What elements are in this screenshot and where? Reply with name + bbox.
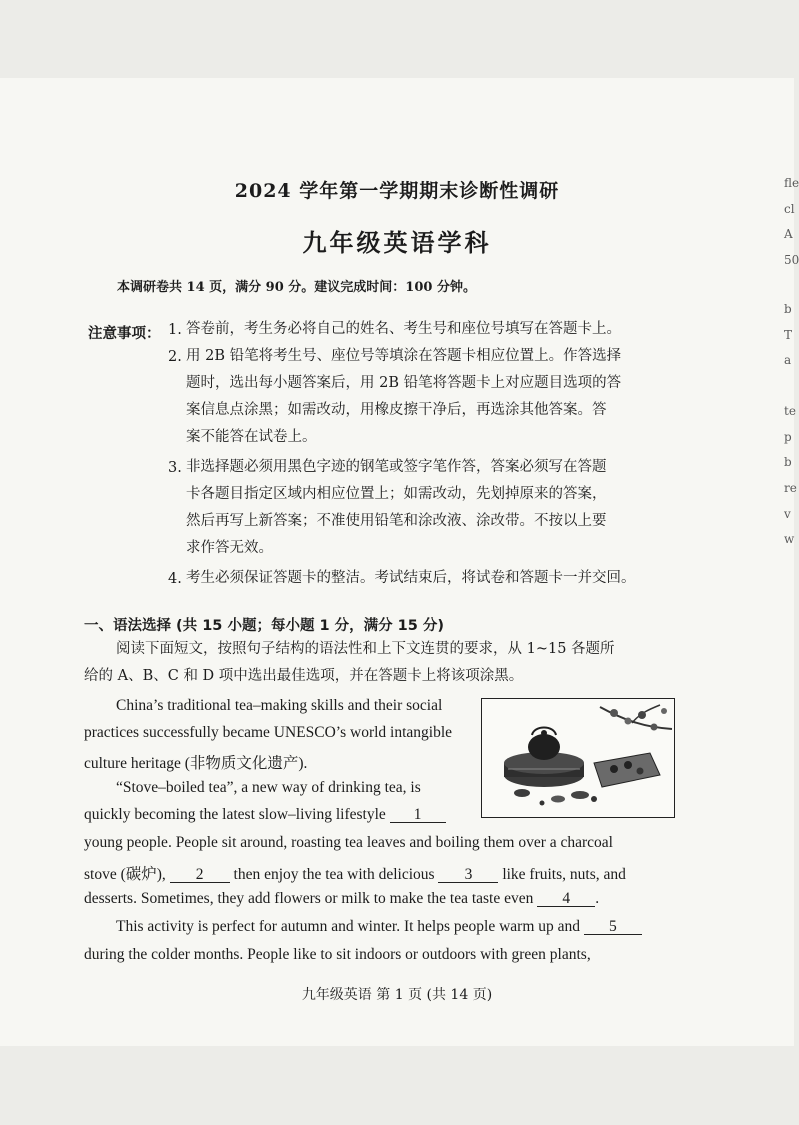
note-number: 4. bbox=[168, 571, 182, 587]
bleed-text: a bbox=[784, 353, 792, 367]
note-line: 求作答无效。 bbox=[186, 540, 273, 556]
passage-line: “Stove–boiled tea”, a new way of drinking tea, is bbox=[116, 779, 421, 796]
passage-line: China’s traditional tea–making skills and their social bbox=[116, 697, 443, 714]
bleed-text: b bbox=[784, 455, 792, 469]
passage-line: quickly becoming the latest slow–living lifestyle 1 bbox=[84, 806, 446, 824]
section-title: 一、语法选择 (共 15 小题；每小题 1 分，满分 15 分) bbox=[84, 618, 445, 634]
passage-line: stove (碳炉), 2 then enjoy the tea with delicious 3 like fruits, nuts, and bbox=[84, 866, 626, 883]
passage-line: culture heritage (非物质文化遗产). bbox=[84, 755, 308, 772]
subject-title: 九年级英语学科 bbox=[302, 229, 492, 257]
bleed-text: fle bbox=[784, 176, 799, 190]
passage-line: during the colder months. People like to sit indoors or outdoors with green plants, bbox=[84, 946, 591, 963]
notes-label: 注意事项： bbox=[88, 325, 161, 342]
note-line: 答卷前，考生务必将自己的姓名、考生号和座位号填写在答题卡上。 bbox=[186, 321, 621, 337]
bleed-text: 50 bbox=[784, 253, 799, 267]
note-line: 卡各题目指定区域内相应位置上；如需改动，先划掉原来的答案， bbox=[186, 486, 607, 502]
note-line: 非选择题必须用黑色字迹的钢笔或签字笔作答，答案必须写在答题 bbox=[186, 459, 607, 475]
bleed-text: v bbox=[784, 507, 791, 521]
bleed-text: te bbox=[784, 404, 796, 418]
bleed-text: p bbox=[784, 430, 792, 444]
bleed-text: cl bbox=[784, 202, 795, 216]
blank-2: 2 bbox=[170, 868, 230, 883]
bleed-text: w bbox=[784, 532, 795, 546]
blank-4: 4 bbox=[537, 892, 595, 907]
tea-stove-drawing bbox=[482, 699, 674, 817]
blank-3: 3 bbox=[438, 868, 498, 883]
exam-title: 2024 学年第一学期期末诊断性调研 bbox=[234, 180, 560, 202]
blank-5: 5 bbox=[584, 920, 642, 935]
tea-stove-illustration bbox=[481, 698, 675, 818]
note-number: 3. bbox=[168, 460, 182, 476]
note-number: 2. bbox=[168, 349, 182, 365]
page-footer: 九年级英语 第 1 页 (共 14 页) bbox=[301, 987, 493, 1003]
blank-1: 1 bbox=[390, 808, 446, 823]
exam-info: 本调研卷共 14 页，满分 90 分。建议完成时间：100 分钟。 bbox=[117, 280, 476, 295]
note-line: 案不能答在试卷上。 bbox=[186, 429, 317, 445]
note-line: 题时，选出每小题答案后，用 2B 铅笔将答题卡上对应题目选项的答 bbox=[186, 375, 622, 391]
note-number: 1. bbox=[168, 322, 182, 338]
bleed-text: re bbox=[784, 481, 797, 495]
instruction-line: 给的 A、B、C 和 D 项中选出最佳选项，并在答题卡上将该项涂黑。 bbox=[84, 668, 524, 684]
passage-line: young people. People sit around, roasting tea leaves and boiling them over a charcoal bbox=[84, 834, 613, 851]
instruction-line: 阅读下面短文，按照句子结构的语法性和上下文连贯的要求，从 1~15 各题所 bbox=[116, 641, 615, 657]
passage-line: This activity is perfect for autumn and winter. It helps people warm up and 5 bbox=[116, 918, 642, 936]
passage-line: desserts. Sometimes, they add flowers or milk to make the tea taste even 4 . bbox=[84, 890, 600, 907]
bleed-text: b bbox=[784, 302, 792, 316]
note-line: 案信息点涂黑；如需改动，用橡皮擦干净后，再选涂其他答案。答 bbox=[186, 402, 607, 418]
note-line: 用 2B 铅笔将考生号、座位号等填涂在答题卡相应位置上。作答选择 bbox=[186, 348, 622, 364]
passage-line: practices successfully became UNESCO’s world intangible bbox=[84, 724, 453, 741]
bleed-text: T bbox=[784, 328, 793, 342]
bleed-text: A bbox=[784, 227, 793, 241]
note-line: 然后再写上新答案；不准使用铅笔和涂改液、涂改带。不按以上要 bbox=[186, 513, 607, 529]
note-line: 考生必须保证答题卡的整洁。考试结束后，将试卷和答题卡一并交回。 bbox=[186, 570, 636, 586]
